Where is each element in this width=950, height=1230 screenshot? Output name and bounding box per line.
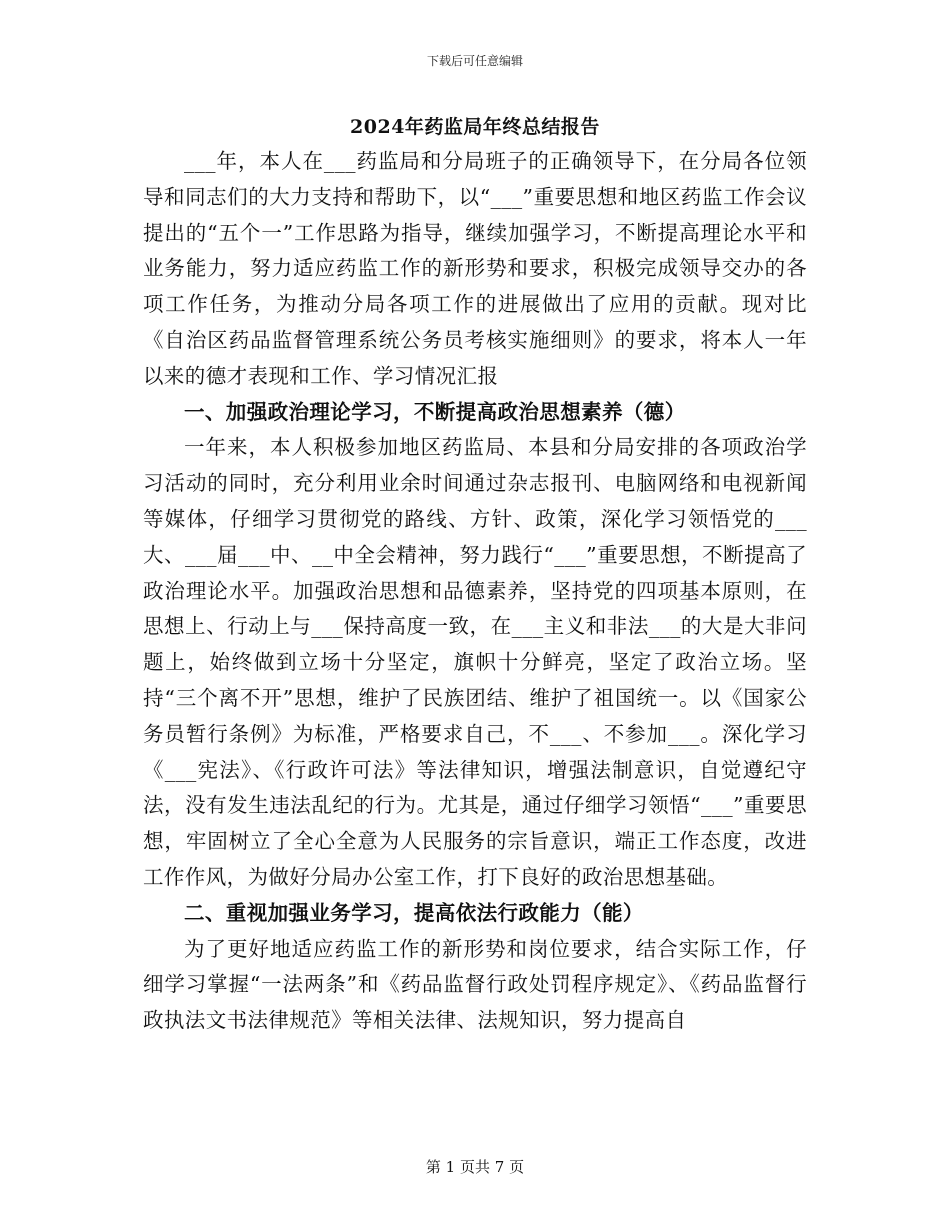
paragraph-section-2: 为了更好地适应药监工作的新形势和岗位要求，结合实际工作，仔细学习掌握“一法两条”和《药品监督行政处罚程序规定》、《药品监督行政执法文书法律规范》等相关法律、法规知识，努力提高自 bbox=[143, 936, 807, 1033]
section-heading-1: 一、加强政治理论学习，不断提高政治思想素养（德） bbox=[184, 399, 686, 424]
page-number: 第 1 页共 7 页 bbox=[425, 1158, 525, 1176]
paragraph-intro: ___年，本人在___药监局和分局班子的正确领导下，在分局各位领导和同志们的大力支持和帮助下，以“___”重要思想和地区药监工作会议提出的“五个一”工作思路为指导，继续加强学习，不断提高理论水平和业务能力，努力适应药监工作的新形势和要求，积极完成领导交办的各项工作任务，为推动分局各项工作的进展做出了应用的贡献。现对比《自治区药品监督管理系统公务员考核实施细则》的要求，将本人一年以来的德才表现和工作、学习情况汇报 bbox=[143, 149, 807, 388]
document-body bbox=[143, 144, 807, 1039]
paragraph-section-1: 一年来，本人积极参加地区药监局、本县和分局安排的各项政治学习活动的同时，充分利用业余时间通过杂志报刊、电脑网络和电视新闻等媒体，仔细学习贯彻党的路线、方针、政策，深化学习领悟党的___大、___届___中、__中全会精神，努力践行“___”重要思想，不断提高了政治理论水平。加强政治思想和品德素养，坚持党的四项基本原则，在思想上、行动上与___保持高度一致，在___主义和非法___的大是大非问题上，始终做到立场十分坚定，旗帜十分鲜亮，坚定了政治立场。坚持“三个离不开”思想，维护了民族团结、维护了祖国统一。以《国家公务员暂行条例》为标准，严格要求自己，不___、不参加___。深化学习《___宪法》、《行政许可法》等法律知识，增强法制意识，自觉遵纪守法，没有发生违法乱纪的行为。尤其是，通过仔细学习领悟“___”重要思想，牢固树立了全心全意为人民服务的宗旨意识，端正工作态度，改进工作作风，为做好分局办公室工作，打下良好的政治思想基础。 bbox=[143, 435, 807, 889]
header-note: 下载后可任意编辑 bbox=[426, 54, 523, 68]
document-title: 2024年药监局年终总结报告 bbox=[350, 116, 600, 138]
section-heading-2: 二、重视加强业务学习，提高依法行政能力（能） bbox=[184, 900, 644, 925]
